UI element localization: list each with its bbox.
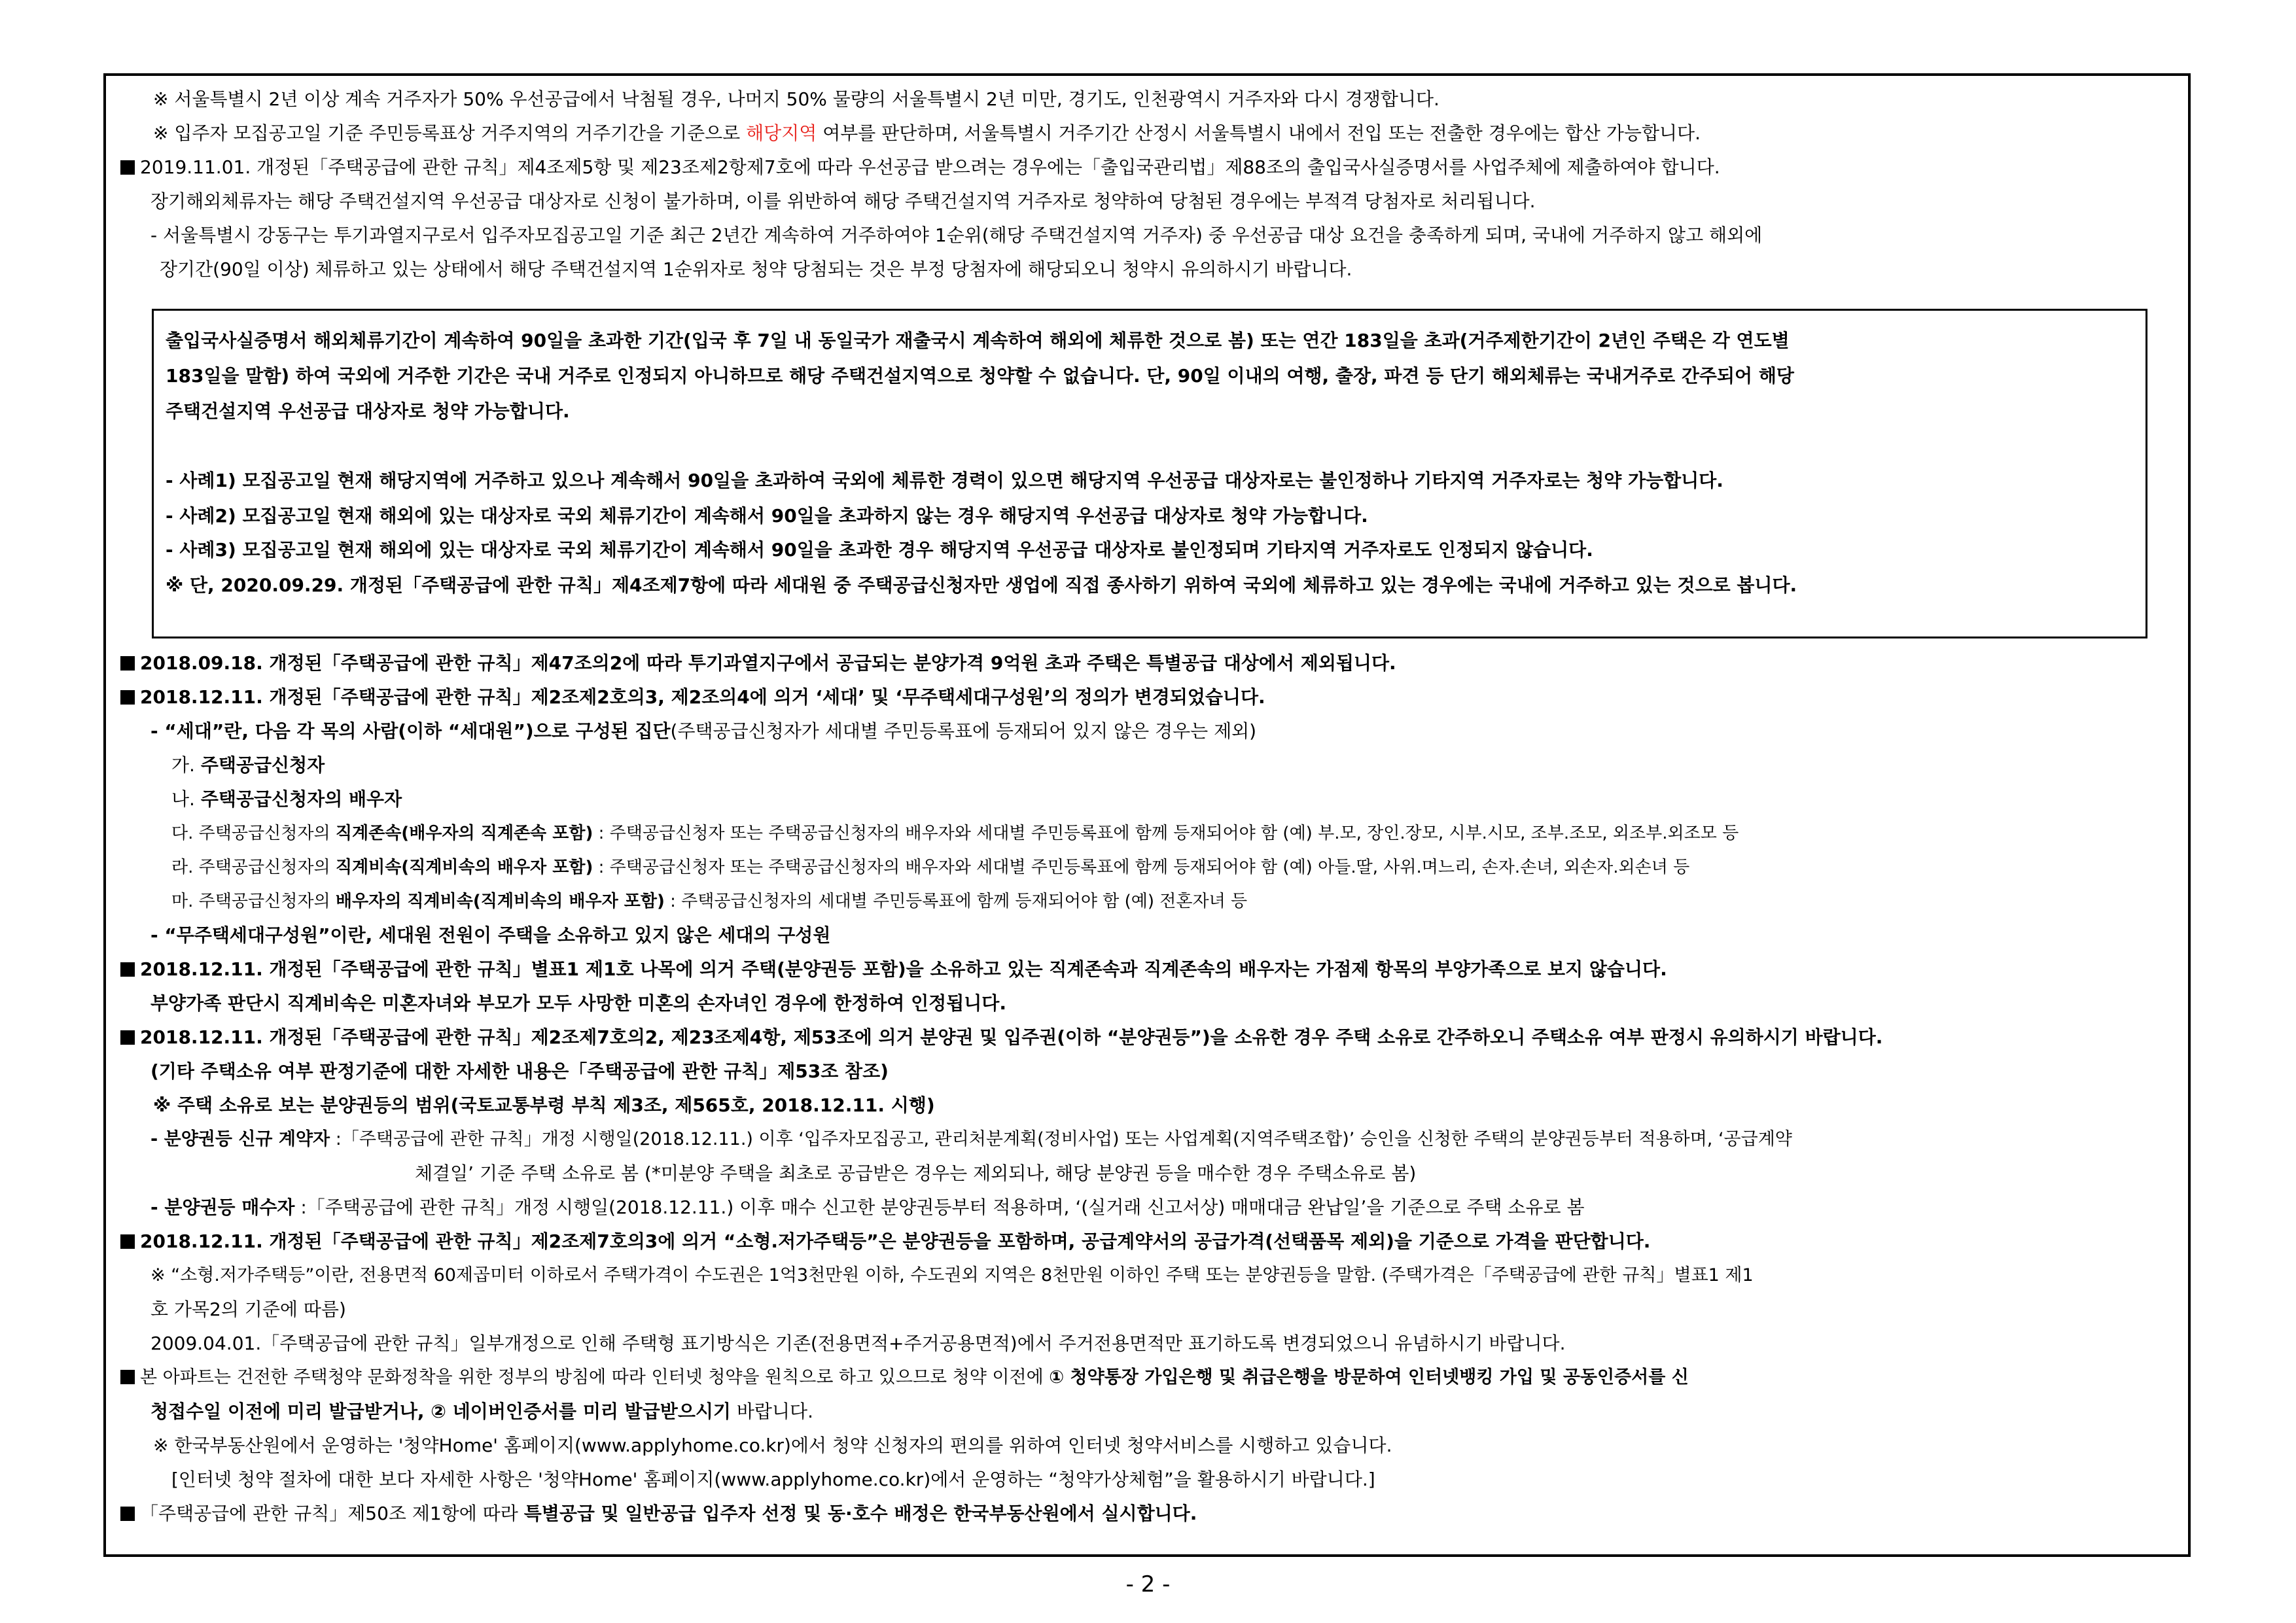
bullet-line bbox=[120, 1365, 1689, 1391]
page-number: - 2 - bbox=[1125, 1571, 1171, 1597]
document-page bbox=[103, 73, 2191, 1557]
text-segment: - “세대”란, 다음 각 목의 사람(이하 “세대원”)으로 구성된 집단 bbox=[150, 720, 671, 742]
notice-line: 출입국사실증명서 해외체류기간이 계속하여 90일을 초과한 기간(입국 후 7일 내 동일국가 재출국시 계속하여 해외에 체류한 것으로 봄) 또는 연간 183일을 초과(거주제한기간이 2년인 주택은 각 연도별 bbox=[166, 330, 1790, 351]
text-segment: 주택공급신청자 bbox=[200, 754, 325, 776]
bullet-line bbox=[120, 956, 1667, 983]
text-line: 호 가목2의 기준에 따름) bbox=[150, 1299, 346, 1320]
text-line bbox=[171, 854, 1689, 881]
bullet-line bbox=[120, 1501, 1197, 1527]
text-segment: 배우자의 직계비속(직계비속의 배우자 포함) bbox=[335, 892, 665, 911]
text-segment: 2018.09.18. 개정된「주택공급에 관한 규칙」제47조의2에 따라 투기과열지구에서 공급되는 분양가격 9억원 초과 주택은 특별공급 대상에서 제외됩니다. bbox=[140, 652, 1396, 674]
text-line: 장기간(90일 이상) 체류하고 있는 상태에서 해당 주택건설지역 1순위자로 청약 당첨되는 것은 부정 당첨자에 해당되오니 청약시 유의하시기 바랍니다. bbox=[160, 258, 1352, 280]
text-segment: : 주택공급신청자 또는 주택공급신청자의 배우자와 세대별 주민등록표에 함께 등재되어야 함 (예) 부.모, 장인.장모, 시부.시모, 조부.조모, 외조부.외조모 등 bbox=[593, 824, 1739, 843]
bullet-line bbox=[120, 1024, 1882, 1051]
notice-line: 주택건설지역 우선공급 대상자로 청약 가능합니다. bbox=[166, 400, 570, 422]
text-segment: (주택공급신청자가 세대별 주민등록표에 등재되어 있지 않은 경우는 제외) bbox=[670, 720, 1257, 742]
bullet-line bbox=[120, 684, 1265, 710]
text-segment: - 분양권등 매수자 bbox=[150, 1196, 295, 1218]
text-segment: ① 청약통장 가입은행 및 취급은행을 방문하여 인터넷뱅킹 가입 및 공동인증서를 신 bbox=[1049, 1367, 1689, 1387]
square-bullet-icon bbox=[120, 1370, 135, 1384]
text-segment: 주택공급신청자의 배우자 bbox=[200, 788, 402, 810]
text-line: ※ 서울특별시 2년 이상 계속 거주자가 50% 우선공급에서 낙첨될 경우, 나머지 50% 물량의 서울특별시 2년 미만, 경기도, 인천광역시 거주자와 다시 경쟁합니다. bbox=[153, 88, 1439, 110]
text-segment: 나. bbox=[171, 788, 201, 810]
bullet-line bbox=[120, 154, 1720, 181]
text-segment: 2019.11.01. 개정된「주택공급에 관한 규칙」제4조제5항 및 제23조제2항제7호에 따라 우선공급 받으려는 경우에는「출입국관리법」제88조의 출입국사실증명서를 사업주체에 제출하여야 합니다. bbox=[140, 156, 1720, 178]
text-segment: : 주택공급신청자 또는 주택공급신청자의 배우자와 세대별 주민등록표에 함께 등재되어야 함 (예) 아들.딸, 사위.며느리, 손자.손녀, 외손자.외손녀 등 bbox=[593, 858, 1690, 877]
text-line bbox=[171, 888, 1247, 915]
notice-line: 183일을 말함) 하여 국외에 거주한 기간은 국내 거주로 인정되지 아니하므로 해당 주택건설지역으로 청약할 수 없습니다. 단, 90일 이내의 여행, 출장, 파견 등 단기 해외체류는 국내거주로 간주되어 해당 bbox=[166, 365, 1794, 387]
text-line bbox=[171, 820, 1739, 846]
text-line bbox=[171, 752, 325, 778]
text-segment: : 주택공급신청자의 세대별 주민등록표에 함께 등재되어야 함 (예) 전혼자녀 등 bbox=[664, 892, 1248, 911]
text-segment: 마. 주택공급신청자의 bbox=[171, 892, 336, 911]
text-line bbox=[150, 1195, 1585, 1221]
notice-box bbox=[152, 309, 2147, 638]
text-segment: 2018.12.11. 개정된「주택공급에 관한 규칙」별표1 제1호 나목에 의거 주택(분양권등 포함)을 소유하고 있는 직계존속과 직계존속의 배우자는 가점제 항목의 부양가족으로 보지 않습니다. bbox=[140, 958, 1667, 980]
text-line: - 서울특별시 강동구는 투기과열지구로서 입주자모집공고일 기준 최근 2년간 계속하여 거주하여야 1순위(해당 주택건설지역 거주자) 중 우선공급 대상 요건을 충족하게 되며, 국내에 거주하지 않고 해외에 bbox=[150, 224, 1763, 246]
text-line: 부양가족 판단시 직계비속은 미혼자녀와 부모가 모두 사망한 미혼의 손자녀인 경우에 한정하여 인정됩니다. bbox=[150, 992, 1006, 1014]
text-segment: :「주택공급에 관한 규칙」개정 시행일(2018.12.11.) 이후 ‘입주자모집공고, 관리처분계획(정비사업) 또는 사업계획(지역주택조합)’ 승인을 신청한 주택의 분양권등부터 적용하며, ‘공급계약 bbox=[330, 1129, 1792, 1149]
notice-line: ※ 단, 2020.09.29. 개정된「주택공급에 관한 규칙」제4조제7항에 따라 세대원 중 주택공급신청자만 생업에 직접 종사하기 위하여 국외에 체류하고 있는 경우에는 국내에 거주하고 있는 것으로 봅니다. bbox=[166, 574, 1797, 596]
text-segment: ※ 입주자 모집공고일 기준 주민등록표상 거주지역의 거주기간을 기준으로 bbox=[153, 122, 747, 144]
text-segment: 특별공급 및 일반공급 입주자 선정 및 동·호수 배정은 한국부동산원에서 실시합니다. bbox=[523, 1503, 1197, 1524]
text-segment: 다. 주택공급신청자의 bbox=[171, 824, 336, 843]
text-segment: 청접수일 이전에 미리 발급받거나, ② 네이버인증서를 미리 발급받으시기 bbox=[150, 1401, 731, 1422]
highlight-text: 해당지역 bbox=[746, 122, 817, 144]
notice-line: - 사례2) 모집공고일 현재 해외에 있는 대상자로 국외 체류기간이 계속해서 90일을 초과하지 않는 경우 해당지역 우선공급 대상자로 청약 가능합니다. bbox=[166, 505, 1368, 527]
text-segment: 직계존속(배우자의 직계존속 포함) bbox=[335, 824, 593, 843]
text-segment: 직계비속(직계비속의 배우자 포함) bbox=[335, 858, 593, 877]
square-bullet-icon bbox=[120, 962, 135, 977]
text-line: 장기해외체류자는 해당 주택건설지역 우선공급 대상자로 신청이 불가하며, 이를 위반하여 해당 주택건설지역 거주자로 청약하여 당첨된 경우에는 부적격 당첨자로 처리됩니다. bbox=[150, 190, 1536, 212]
text-line: ※ 주택 소유로 보는 분양권등의 범위(국토교통부령 부칙 제3조, 제565호, 2018.12.11. 시행) bbox=[153, 1094, 935, 1116]
text-segment: 「주택공급에 관한 규칙」제50조 제1항에 따라 bbox=[140, 1503, 524, 1524]
notice-line: - 사례3) 모집공고일 현재 해외에 있는 대상자로 국외 체류기간이 계속해서 90일을 초과한 경우 해당지역 우선공급 대상자로 불인정되며 기타지역 거주자로도 인정되지 않습니다. bbox=[166, 539, 1593, 561]
square-bullet-icon bbox=[120, 160, 135, 175]
text-segment: - 분양권등 신규 계약자 bbox=[150, 1129, 330, 1149]
text-segment: 가. bbox=[171, 754, 201, 776]
bullet-line bbox=[120, 1229, 1650, 1255]
text-line bbox=[150, 1399, 813, 1425]
text-line: 체결일’ 기준 주택 소유로 봄 (*미분양 주택을 최초로 공급받은 경우는 제외되나, 해당 분양권 등을 매수한 경우 주택소유로 봄) bbox=[415, 1162, 1417, 1184]
notice-line: - 사례1) 모집공고일 현재 해당지역에 거주하고 있으나 계속해서 90일을 초과하여 국외에 체류한 경력이 있으면 해당지역 우선공급 대상자로는 불인정하나 기타지역 거주자로는 청약 가능합니다. bbox=[166, 470, 1723, 491]
text-segment: 2018.12.11. 개정된「주택공급에 관한 규칙」제2조제2호의3, 제2조의4에 의거 ‘세대’ 및 ‘무주택세대구성원’의 정의가 변경되었습니다. bbox=[140, 686, 1265, 708]
text-line: (기타 주택소유 여부 판정기준에 대한 자세한 내용은「주택공급에 관한 규칙」제53조 참조) bbox=[150, 1060, 889, 1082]
text-segment: :「주택공급에 관한 규칙」개정 시행일(2018.12.11.) 이후 매수 신고한 분양권등부터 적용하며, ‘(실거래 신고서상) 매매대금 완납일’을 기준으로 주택 소유로 봄 bbox=[294, 1196, 1585, 1218]
square-bullet-icon bbox=[120, 656, 135, 671]
text-line: ※ 한국부동산원에서 운영하는 '청약Home' 홈페이지(www.applyhome.co.kr)에서 청약 신청자의 편의를 위하여 인터넷 청약서비스를 시행하고 있습니다. bbox=[153, 1435, 1392, 1456]
text-line: [인터넷 청약 절차에 대한 보다 자세한 사항은 '청약Home' 홈페이지(www.applyhome.co.kr)에서 운영하는 “청약가상체험”을 활용하시기 바랍니다.] bbox=[171, 1469, 1375, 1490]
text-segment: 2018.12.11. 개정된「주택공급에 관한 규칙」제2조제7호의2, 제23조제4항, 제53조에 의거 분양권 및 입주권(이하 “분양권등”)을 소유한 경우 주택 소유로 간주하오니 주택소유 여부 판정시 유의하시기 바랍니다. bbox=[140, 1026, 1883, 1048]
text-line bbox=[153, 120, 1701, 147]
text-segment: 라. 주택공급신청자의 bbox=[171, 858, 336, 877]
bullet-line bbox=[120, 650, 1396, 676]
text-segment: 여부를 판단하며, 서울특별시 거주기간 산정시 서울특별시 내에서 전입 또는 전출한 경우에는 합산 가능합니다. bbox=[817, 122, 1701, 144]
text-line bbox=[171, 786, 402, 812]
square-bullet-icon bbox=[120, 1507, 135, 1521]
text-segment: 바랍니다. bbox=[730, 1401, 813, 1422]
text-line: ※ “소형.저가주택등”이란, 전용면적 60제곱미터 이하로서 주택가격이 수도권은 1억3천만원 이하, 수도권외 지역은 8천만원 이하인 주택 또는 분양권등을 말함. (주택가격은「주택공급에 관한 규칙」별표1 제1 bbox=[150, 1265, 1754, 1285]
text-segment: 본 아파트는 건전한 주택청약 문화정착을 위한 정부의 방침에 따라 인터넷 청약을 원칙으로 하고 있으므로 청약 이전에 bbox=[140, 1367, 1050, 1387]
text-segment: 2018.12.11. 개정된「주택공급에 관한 규칙」제2조제7호의3에 의거 “소형.저가주택등”은 분양권등을 포함하며, 공급계약서의 공급가격(선택품목 제외)을 기준으로 가격을 판단합니다. bbox=[140, 1230, 1651, 1252]
square-bullet-icon bbox=[120, 1030, 135, 1045]
text-line: - “무주택세대구성원”이란, 세대원 전원이 주택을 소유하고 있지 않은 세대의 구성원 bbox=[150, 924, 831, 946]
text-line bbox=[150, 718, 1256, 744]
square-bullet-icon bbox=[120, 1234, 135, 1249]
square-bullet-icon bbox=[120, 690, 135, 705]
text-line: 2009.04.01.「주택공급에 관한 규칙」일부개정으로 인해 주택형 표기방식은 기존(전용면적+주거공용면적)에서 주거전용면적만 표기하도록 변경되었으니 유념하시기 바랍니다. bbox=[150, 1333, 1566, 1354]
text-line bbox=[150, 1126, 1792, 1153]
